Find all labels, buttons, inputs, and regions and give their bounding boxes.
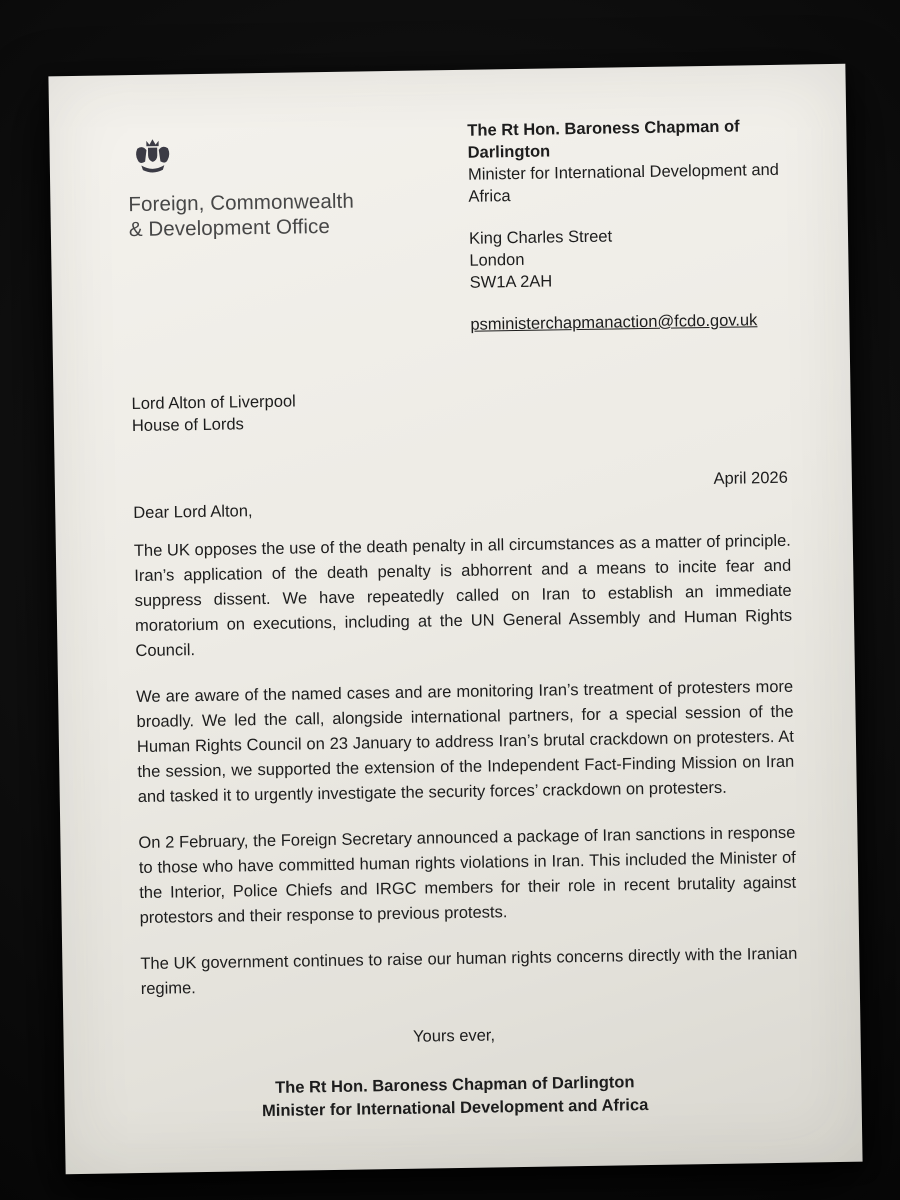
salutation: Dear Lord Alton, [133,502,253,523]
letter-paragraph: On 2 February, the Foreign Secretary announced a package of Iran sanctions in response to those who have committed human rights violations in Iran. This included the Minister of the Interior, Police Chiefs and IRGC members for their role in recent brutality against protestors and their response to previous protests. [138,823,797,927]
sender-address [469,223,782,294]
signature-title: Minister for International Development and Africa [261,1096,649,1121]
sender-title: Minister for International Development and Africa [467,160,780,206]
letter-paper [48,64,862,1174]
recipient-line2: House of Lords [131,415,244,436]
sender-email: psministerchapmanaction@fcdo.gov.uk [470,311,758,334]
letter-paragraph: The UK government continues to raise our human rights concerns directly with the Iranian regime. [140,944,798,998]
letter-paragraph: We are aware of the named cases and are monitoring Iran’s treatment of protesters more broadly. We led the call, alongside international partners, for a special session of the Human Rights Council on 23 January to address Iran’s brutal crackdown on protesters. At the session, we supported the extension of the Independent Fact-Finding Mission on Iran and tasked it to urgently investigate the security forces’ crackdown on protesters. [136,677,795,807]
sender-address-line1: King Charles Street [468,227,613,248]
recipient-line1: Lord Alton of Liverpool [131,392,296,414]
recipient-block [131,383,789,437]
sender-address-line3: SW1A 2AH [469,272,553,292]
letterhead [127,115,788,377]
org-name-line2: & Development Office [128,214,331,242]
valediction: Yours ever, [412,1026,496,1046]
royal-coat-of-arms-icon [129,133,398,184]
fcdo-logo [127,133,399,242]
sender-name: The Rt Hon. Baroness Chapman of Darlington [467,117,740,162]
letter-paragraph: The UK opposes the use of the death penalty in all circumstances as a matter of principle. Iran’s application of the death penalty is abhorrent and a means to incite fear and suppress dissent. We have repeatedly called on Iran to establish an immediate moratorium on executions, including at the UN General Assembly and Human Rights Council. [133,531,793,661]
sender-block [467,115,782,336]
letter-body [134,529,798,1002]
letter-date: April 2026 [713,468,788,488]
sender-address-line2: London [469,250,525,270]
signature-block [126,1069,784,1125]
org-name-line1: Foreign, Commonwealth [128,189,355,217]
letter-content [48,64,862,1174]
signature-name: The Rt Hon. Baroness Chapman of Darlington [275,1073,635,1097]
